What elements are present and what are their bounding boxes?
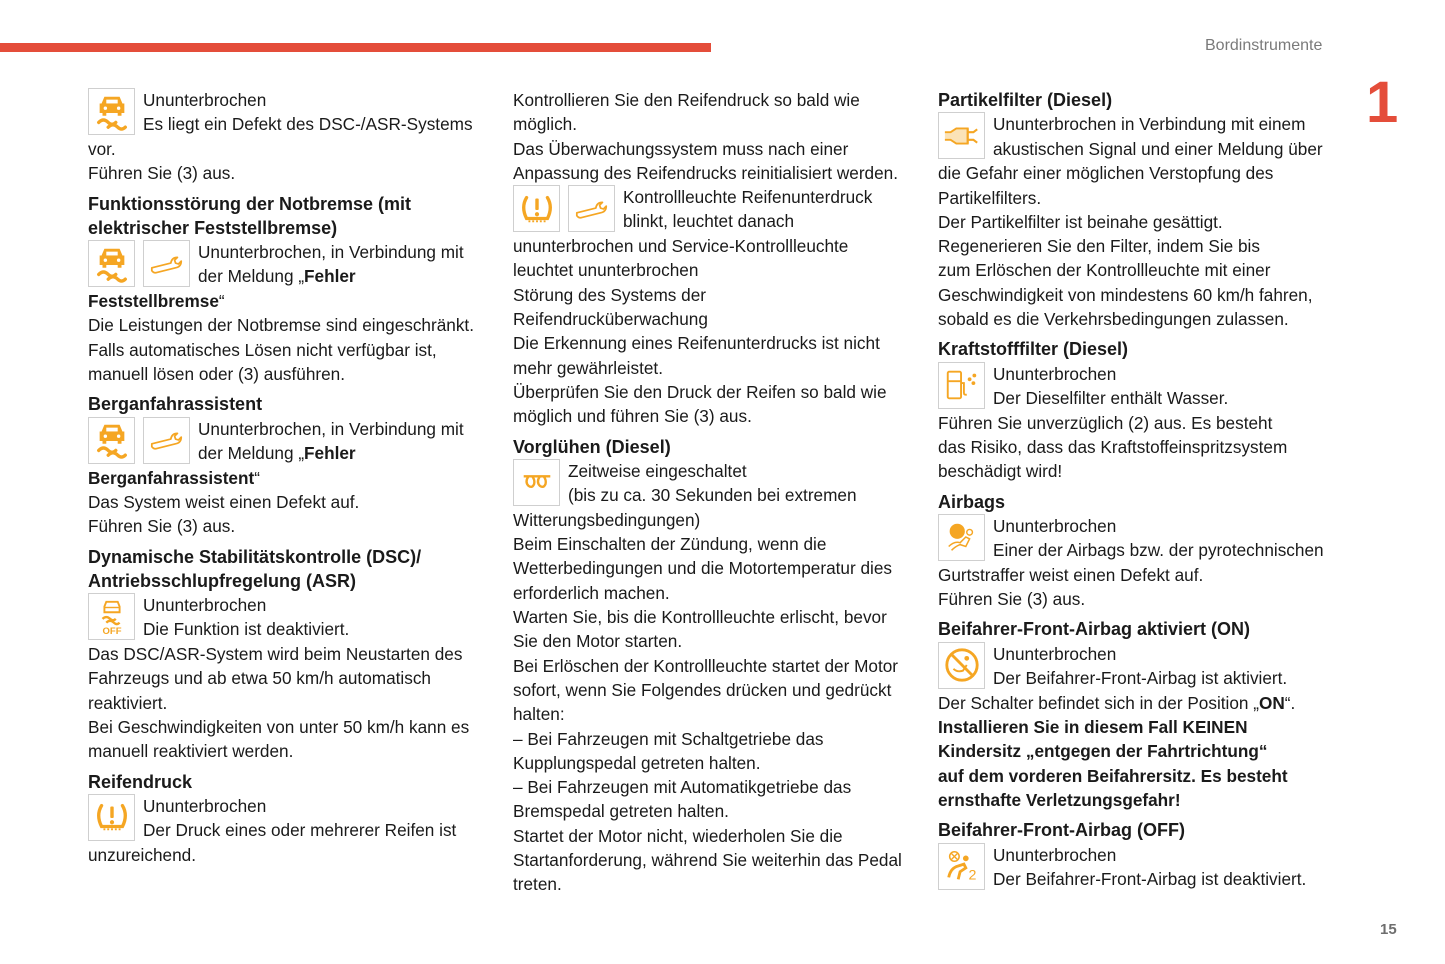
header-accent-bar bbox=[0, 43, 711, 52]
body-text: reaktiviert. bbox=[88, 692, 168, 713]
status-text: Ununterbrochen bbox=[993, 515, 1117, 536]
warning-text: ernsthafte Verletzungsgefahr! bbox=[938, 789, 1181, 810]
section-heading: Kraftstofffilter (Diesel) bbox=[938, 339, 1129, 360]
description-text: Der Beifahrer-Front-Airbag ist deaktiviert. bbox=[993, 868, 1307, 889]
warning-text: Kindersitz „entgegen der Fahrtrichtung“ bbox=[938, 741, 1268, 762]
action-text: Führen Sie (3) aus. bbox=[88, 163, 236, 184]
body-text: Die Erkennung eines Reifenunterdrucks ist nicht bbox=[513, 333, 880, 354]
body-text: sofort, wenn Sie Folgendes drücken und gedrückt bbox=[513, 679, 892, 700]
berganfahr-block bbox=[88, 392, 488, 538]
page-number: 15 bbox=[1380, 921, 1397, 938]
section-title: Bordinstrumente bbox=[1205, 37, 1323, 54]
body-text: Sie den Motor starten. bbox=[513, 631, 683, 652]
description-text: Der Druck eines oder mehrerer Reifen ist bbox=[143, 820, 457, 841]
body-text: zum Erlöschen der Kontrollleuchte mit einer bbox=[938, 260, 1271, 281]
description-text: Der Beifahrer-Front-Airbag ist aktiviert. bbox=[993, 668, 1288, 689]
svg-text:OFF: OFF bbox=[102, 625, 121, 636]
body-text: Überprüfen Sie den Druck der Reifen so bald wie bbox=[513, 381, 887, 402]
status-text: Zeitweise eingeschaltet bbox=[568, 460, 747, 481]
body-text: Das DSC/ASR-System wird beim Neustarten des bbox=[88, 644, 463, 665]
body-text: Geschwindigkeit von mindestens 60 km/h fahren, bbox=[938, 284, 1313, 305]
warning-text: auf dem vorderen Beifahrersitz. Es besteht bbox=[938, 765, 1288, 786]
description-text: Der Dieselfilter enthält Wasser. bbox=[993, 387, 1229, 408]
column-2 bbox=[513, 88, 913, 897]
status-text: Ununterbrochen, in Verbindung mit bbox=[198, 242, 464, 263]
section-heading: Funktionsstörung der Notbremse (mit elektrischer Feststellbremse) bbox=[88, 193, 412, 238]
description-text: Es liegt ein Defekt des DSC-/ASR-Systems bbox=[143, 114, 473, 135]
status-text: Ununterbrochen bbox=[143, 795, 267, 816]
status-text: Ununterbrochen in Verbindung mit einem bbox=[993, 114, 1306, 135]
section-heading: Berganfahrassistent bbox=[88, 394, 263, 415]
description-text: vor. bbox=[88, 139, 116, 159]
status-text: Ununterbrochen bbox=[993, 844, 1117, 865]
text: der Meldung „ bbox=[198, 266, 305, 287]
body-text: Führen Sie unverzüglich (2) aus. Es besteht bbox=[938, 412, 1273, 433]
body-text: Führen Sie (3) aus. bbox=[88, 516, 236, 537]
passenger-airbag-off-icon bbox=[938, 843, 985, 890]
body-text: Anpassung des Reifendrucks reinitialisiert werden. bbox=[513, 162, 899, 183]
body-text: Führen Sie (3) aus. bbox=[938, 589, 1086, 610]
body-text: Bei Geschwindigkeiten von unter 50 km/h kann es bbox=[88, 717, 470, 738]
body-text: Startanforderung, während Sie weiterhin das Pedal bbox=[513, 850, 902, 871]
tpms-fault-block bbox=[513, 185, 913, 428]
wrench-icon bbox=[568, 185, 615, 232]
body-text: Störung des Systems der bbox=[513, 284, 706, 305]
warning-text: Installieren Sie in diesem Fall KEINEN bbox=[938, 717, 1248, 738]
list-item: – Bei Fahrzeugen mit Schaltgetriebe das bbox=[513, 728, 824, 749]
particle-filter-icon bbox=[938, 112, 985, 159]
body-text: die Gefahr einer möglichen Verstopfung des bbox=[938, 163, 1274, 184]
kraftstofffilter-block bbox=[938, 337, 1338, 483]
status-text: Kontrollleuchte Reifenunterdruck bbox=[623, 187, 873, 208]
message-text: Feststellbremse bbox=[88, 291, 219, 312]
body-text: manuell reaktiviert werden. bbox=[88, 741, 294, 762]
body-text: treten. bbox=[513, 874, 562, 895]
body-text: Bei Erlöschen der Kontrollleuchte startet der Motor bbox=[513, 655, 898, 676]
vorgluehen-block bbox=[513, 435, 913, 897]
section-heading: Vorglühen (Diesel) bbox=[513, 436, 671, 457]
body-text: möglich und führen Sie (3) aus. bbox=[513, 406, 752, 427]
text: “. bbox=[1284, 692, 1296, 713]
text: der Meldung „ bbox=[198, 442, 305, 463]
body-text: beschädigt wird! bbox=[938, 461, 1063, 482]
body-text: Reifendrucküberwachung bbox=[513, 309, 708, 330]
description-text: akustischen Signal und einer Meldung über bbox=[993, 138, 1323, 159]
reifendruck-block bbox=[88, 770, 488, 868]
list-item: – Bei Fahrzeugen mit Automatikgetriebe das bbox=[513, 777, 852, 798]
body-text: Fahrzeugs und ab etwa 50 km/h automatisch bbox=[88, 668, 431, 689]
section-heading: Dynamische Stabilitätskontrolle (DSC)/ Antriebsschlupfregelung (ASR) bbox=[88, 546, 422, 591]
airbag-off-block bbox=[938, 818, 1338, 891]
list-item: Kupplungspedal getreten halten. bbox=[513, 752, 761, 773]
description-text: Die Funktion ist deaktiviert. bbox=[143, 619, 350, 640]
body-text: Startet der Motor nicht, wiederholen Sie die bbox=[513, 825, 843, 846]
glow-plug-icon bbox=[513, 459, 560, 506]
body-text: Witterungsbedingungen) bbox=[513, 509, 701, 530]
chapter-number: 1 bbox=[1366, 70, 1397, 135]
tire-pressure-icon bbox=[513, 185, 560, 232]
child-seat-prohibited-icon bbox=[938, 642, 985, 689]
tire-pressure-icon bbox=[88, 794, 135, 841]
message-text: Fehler bbox=[304, 442, 356, 463]
section-heading: Reifendruck bbox=[88, 771, 193, 792]
svg-text:2: 2 bbox=[967, 867, 976, 884]
body-text: Der Partikelfilter ist beinahe gesättigt. bbox=[938, 211, 1223, 232]
column-1 bbox=[88, 88, 488, 867]
status-text: blinkt, leuchtet danach bbox=[623, 211, 795, 232]
body-text: Regenerieren Sie den Filter, indem Sie bis bbox=[938, 236, 1260, 257]
wrench-icon bbox=[143, 417, 190, 464]
section-heading: Beifahrer-Front-Airbag aktiviert (ON) bbox=[938, 619, 1251, 640]
notbremse-block bbox=[88, 192, 488, 387]
airbags-block bbox=[938, 490, 1338, 612]
section-heading: Beifahrer-Front-Airbag (OFF) bbox=[938, 820, 1185, 841]
status-text: Ununterbrochen, in Verbindung mit bbox=[198, 418, 464, 439]
status-text: Ununterbrochen bbox=[143, 90, 267, 110]
body-text: Das Überwachungssystem muss nach einer bbox=[513, 138, 849, 159]
body-text: Warten Sie, bis die Kontrollleuchte erlischt, bevor bbox=[513, 607, 887, 628]
body-text: Wetterbedingungen und die Motortemperatur dies bbox=[513, 558, 892, 579]
skid-car-icon bbox=[88, 240, 135, 287]
partikelfilter-block bbox=[938, 88, 1338, 331]
status-text: Ununterbrochen bbox=[143, 595, 267, 616]
body-text: Gurtstraffer weist einen Defekt auf. bbox=[938, 564, 1204, 585]
reifendruck-continued bbox=[513, 88, 913, 185]
water-in-fuel-icon bbox=[938, 362, 985, 409]
body-text: erforderlich machen. bbox=[513, 582, 670, 603]
airbag-icon bbox=[938, 514, 985, 561]
wrench-icon bbox=[143, 240, 190, 287]
description-text: Einer der Airbags bzw. der pyrotechnischen bbox=[993, 540, 1324, 561]
airbag-on-block bbox=[938, 617, 1338, 812]
text: “ bbox=[254, 467, 260, 488]
list-item: Bremspedal getreten halten. bbox=[513, 801, 729, 822]
dsc-fault-block bbox=[88, 88, 488, 186]
skid-car-icon bbox=[88, 88, 135, 135]
description-text: (bis zu ca. 30 Sekunden bei extremen bbox=[568, 485, 857, 506]
body-text: das Risiko, dass das Kraftstoffeinspritzsystem bbox=[938, 436, 1288, 457]
switch-position: ON bbox=[1259, 692, 1285, 713]
column-3 bbox=[938, 88, 1338, 892]
body-text: Das System weist einen Defekt auf. bbox=[88, 491, 360, 512]
body-text: halten: bbox=[513, 704, 565, 725]
body-text: möglich. bbox=[513, 114, 577, 135]
message-text: Fehler bbox=[304, 266, 356, 287]
dsc-asr-block bbox=[88, 545, 488, 764]
body-text: sobald es die Verkehrsbedingungen zulassen. bbox=[938, 309, 1289, 330]
body-text: Falls automatisches Lösen nicht verfügbar ist, bbox=[88, 339, 437, 360]
skid-car-icon bbox=[88, 417, 135, 464]
text: Der Schalter befindet sich in der Position „ bbox=[938, 692, 1259, 713]
description-text: unzureichend. bbox=[88, 844, 196, 865]
body-text: leuchtet ununterbrochen bbox=[513, 260, 699, 281]
status-text: Ununterbrochen bbox=[993, 643, 1117, 664]
body-text: Partikelfilters. bbox=[938, 187, 1042, 208]
body-text: Kontrollieren Sie den Reifendruck so bald wie bbox=[513, 90, 860, 110]
body-text: ununterbrochen und Service-Kontrollleuchte bbox=[513, 236, 849, 257]
body-text: manuell lösen oder (3) ausführen. bbox=[88, 364, 346, 385]
message-text: Berganfahrassistent bbox=[88, 467, 255, 488]
body-text: Beim Einschalten der Zündung, wenn die bbox=[513, 534, 827, 555]
body-text: mehr gewährleistet. bbox=[513, 357, 663, 378]
section-heading: Partikelfilter (Diesel) bbox=[938, 90, 1113, 110]
section-heading: Airbags bbox=[938, 491, 1006, 512]
skid-car-off-icon bbox=[88, 593, 135, 640]
body-text: Die Leistungen der Notbremse sind eingeschränkt. bbox=[88, 315, 474, 336]
status-text: Ununterbrochen bbox=[993, 363, 1117, 384]
text: “ bbox=[218, 291, 225, 312]
